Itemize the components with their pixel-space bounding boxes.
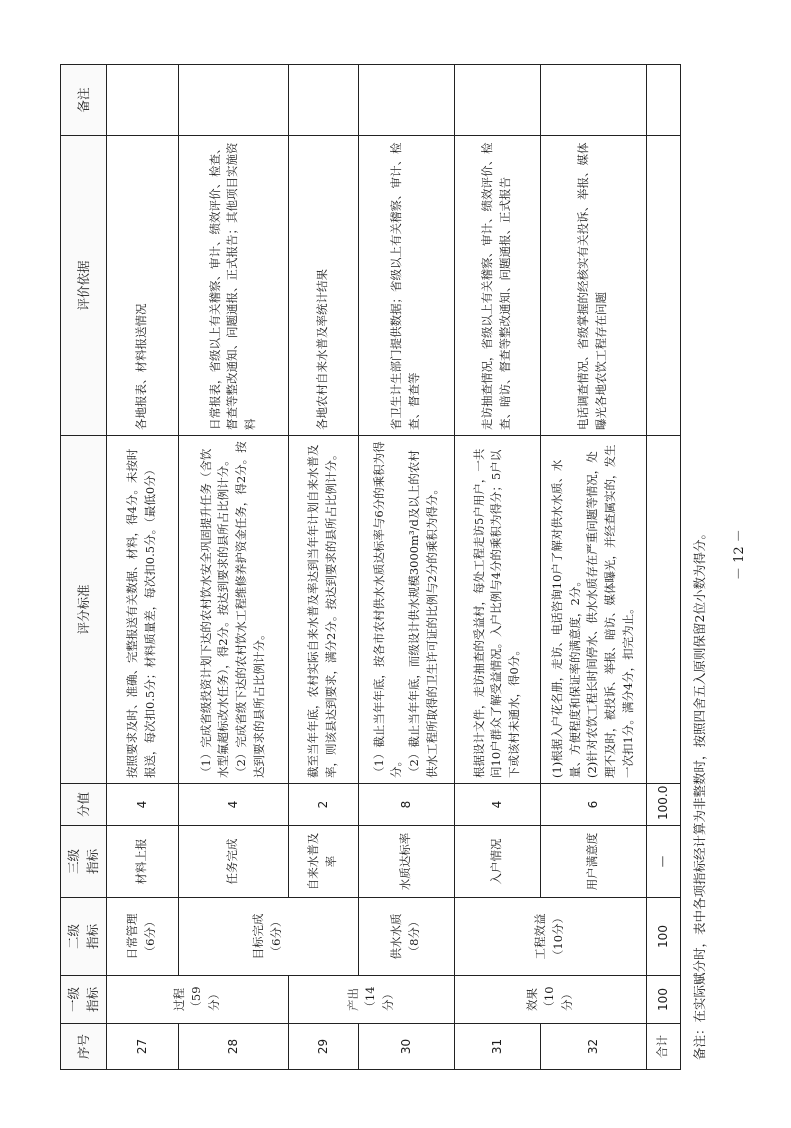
standard-cell: 根据设计文件，走访抽查的受益村，每处工程走访5户用户，一共问10户群众了解受益情况。入户比例与4分的乘积为得分；5户以下或该村未通水，得0分。: [454, 436, 540, 784]
total-level3: —: [646, 826, 680, 898]
seq-cell: 31: [454, 1024, 540, 1070]
level1-cell-output: [288, 976, 454, 1024]
header-level3: [61, 826, 107, 898]
total-level2: 100: [646, 898, 680, 976]
header-level1: [61, 976, 107, 1024]
seq-cell: 27: [106, 1024, 178, 1070]
header-score: 分值: [61, 784, 107, 826]
score-cell: 6: [540, 784, 646, 826]
remarks-cell: [358, 65, 454, 136]
score-cell: 8: [358, 784, 454, 826]
level1-cell-effect: [454, 976, 646, 1024]
level2-cell: [358, 898, 454, 976]
standard-cell: 按照要求及时、准确、完整报送有关数据、材料，得4分。未按时报送，每次扣0.5分；材料质量差，每次扣0.5分。（最低0分）: [106, 436, 178, 784]
seq-cell: 28: [178, 1024, 288, 1070]
table-row: [178, 65, 288, 1070]
level3-cell: 用户满意度: [540, 826, 646, 898]
header-level3-text: 三级 指标: [66, 849, 101, 875]
basis-cell: 日常报表，省级以上有关稽察、审计、绩效评价、检查、督查等整改通知、问题通报、正式报告；其他项目实施资料: [178, 136, 288, 436]
basis-cell: 省卫生计生部门提供数据；省级以上有关稽察、审计、检查、督查等: [358, 136, 454, 436]
standard-cell: （1）截止当年年底，按各市农村供水水质达标率与6分的乘积为得分。 （2）截止当年年底，而级设计供水规模3000m³/d及以上的农村供水工程所取得的卫生许可证的比例与2分的乘积为得分。: [358, 436, 454, 784]
level3-cell: 材料上报: [106, 826, 178, 898]
level1-text: 效果 （10 分）: [524, 986, 575, 1013]
total-label: 合计: [646, 1024, 680, 1070]
table-row: [358, 65, 454, 1070]
header-basis: 评价依据: [61, 136, 107, 436]
score-cell: 4: [106, 784, 178, 826]
rotated-table-frame: [60, 65, 680, 1070]
header-level2: [61, 898, 107, 976]
level3-cell: 自来水普及率: [288, 826, 358, 898]
basis-cell: 各地农村自来水普及率统计结果: [288, 136, 358, 436]
remarks-cell: [106, 65, 178, 136]
level2-text: 目标完成 （6分）: [251, 913, 284, 960]
header-level1-text: 一级 指标: [66, 987, 101, 1013]
level3-cell: 任务完成: [178, 826, 288, 898]
basis-cell: 走访抽查情况，省级以上有关稽察、审计、绩效评价、检查、暗访、督查等整改通知、问题通报、正式报告: [454, 136, 540, 436]
level2-text: 工程效益 （10分）: [533, 911, 566, 962]
level2-cell: [106, 898, 178, 976]
remarks-cell: [288, 65, 358, 136]
table-row: [454, 65, 540, 1070]
level1-cell-process: [106, 976, 288, 1024]
seq-cell: 29: [288, 1024, 358, 1070]
total-standard-empty: [646, 436, 680, 784]
level3-cell: 入户情况: [454, 826, 540, 898]
level2-text: 日常管理 （6分）: [125, 913, 158, 960]
footnote: 备注：在实际赋分时，表中各项指标经计算为非整数时，按照四舍五入原则保留2位小数为得分。: [692, 527, 707, 1060]
table-row: [106, 65, 178, 1070]
basis-cell: 各地报表、材料报送情况: [106, 136, 178, 436]
header-remarks: 备注: [61, 65, 107, 136]
standard-cell: （1）完成省级投资计划下达的农村饮水安全巩固提升任务（含饮水型氟超标改水任务），得2分。按达到要求的县所占比例计分。 （2）完成省级下达的农村饮水工程维修养护资金任务，得2分。按达到要求的县所占比例计分。: [178, 436, 288, 784]
level3-cell: 水质达标率: [358, 826, 454, 898]
header-level2-text: 二级 指标: [66, 924, 101, 950]
total-basis-empty: [646, 136, 680, 436]
total-level1: 100: [646, 976, 680, 1024]
standard-cell: (1)根据入户花名册，走访、电话咨询10户了解对供水水质、水量、方便程度和保证率的满意度，2分。 (2)针对农饮工程长时间停水、供水水质存在严重问题等情况，处理不及时，被投诉、举报、暗访、媒体曝光，并经查属实的，发生一次扣1分。满分4分，扣完为止。: [540, 436, 646, 784]
remarks-cell: [540, 65, 646, 136]
seq-cell: 32: [540, 1024, 646, 1070]
total-score: 100.0: [646, 784, 680, 826]
score-cell: 2: [288, 784, 358, 826]
header-seq: 序号: [61, 1024, 107, 1070]
total-row: [646, 65, 680, 1070]
basis-cell: 电话调查情况、省级掌握的经核实有关投诉、举报、媒体曝光各地农饮工程存在问题: [540, 136, 646, 436]
header-standard: 评分标准: [61, 436, 107, 784]
score-cell: 4: [454, 784, 540, 826]
level2-cell-benefit: [454, 898, 646, 976]
level1-text: 产出 （14 分）: [345, 986, 396, 1013]
level2-cell-target: [178, 898, 358, 976]
score-cell: 4: [178, 784, 288, 826]
remarks-cell: [178, 65, 288, 136]
page-number: － 12 －: [732, 529, 747, 580]
level1-text: 过程 （59 分）: [171, 986, 222, 1013]
standard-cell: 截至当年年底，农村实际自来水普及率达到当年年计划自来水普及率，则该县达到要求，满分2分。按达到要求的县所占比例计分。: [288, 436, 358, 784]
scoring-table: [60, 64, 681, 1070]
seq-cell: 30: [358, 1024, 454, 1070]
total-remarks-empty: [646, 65, 680, 136]
remarks-cell: [454, 65, 540, 136]
level2-text: 供水水质 （8分）: [389, 913, 422, 960]
